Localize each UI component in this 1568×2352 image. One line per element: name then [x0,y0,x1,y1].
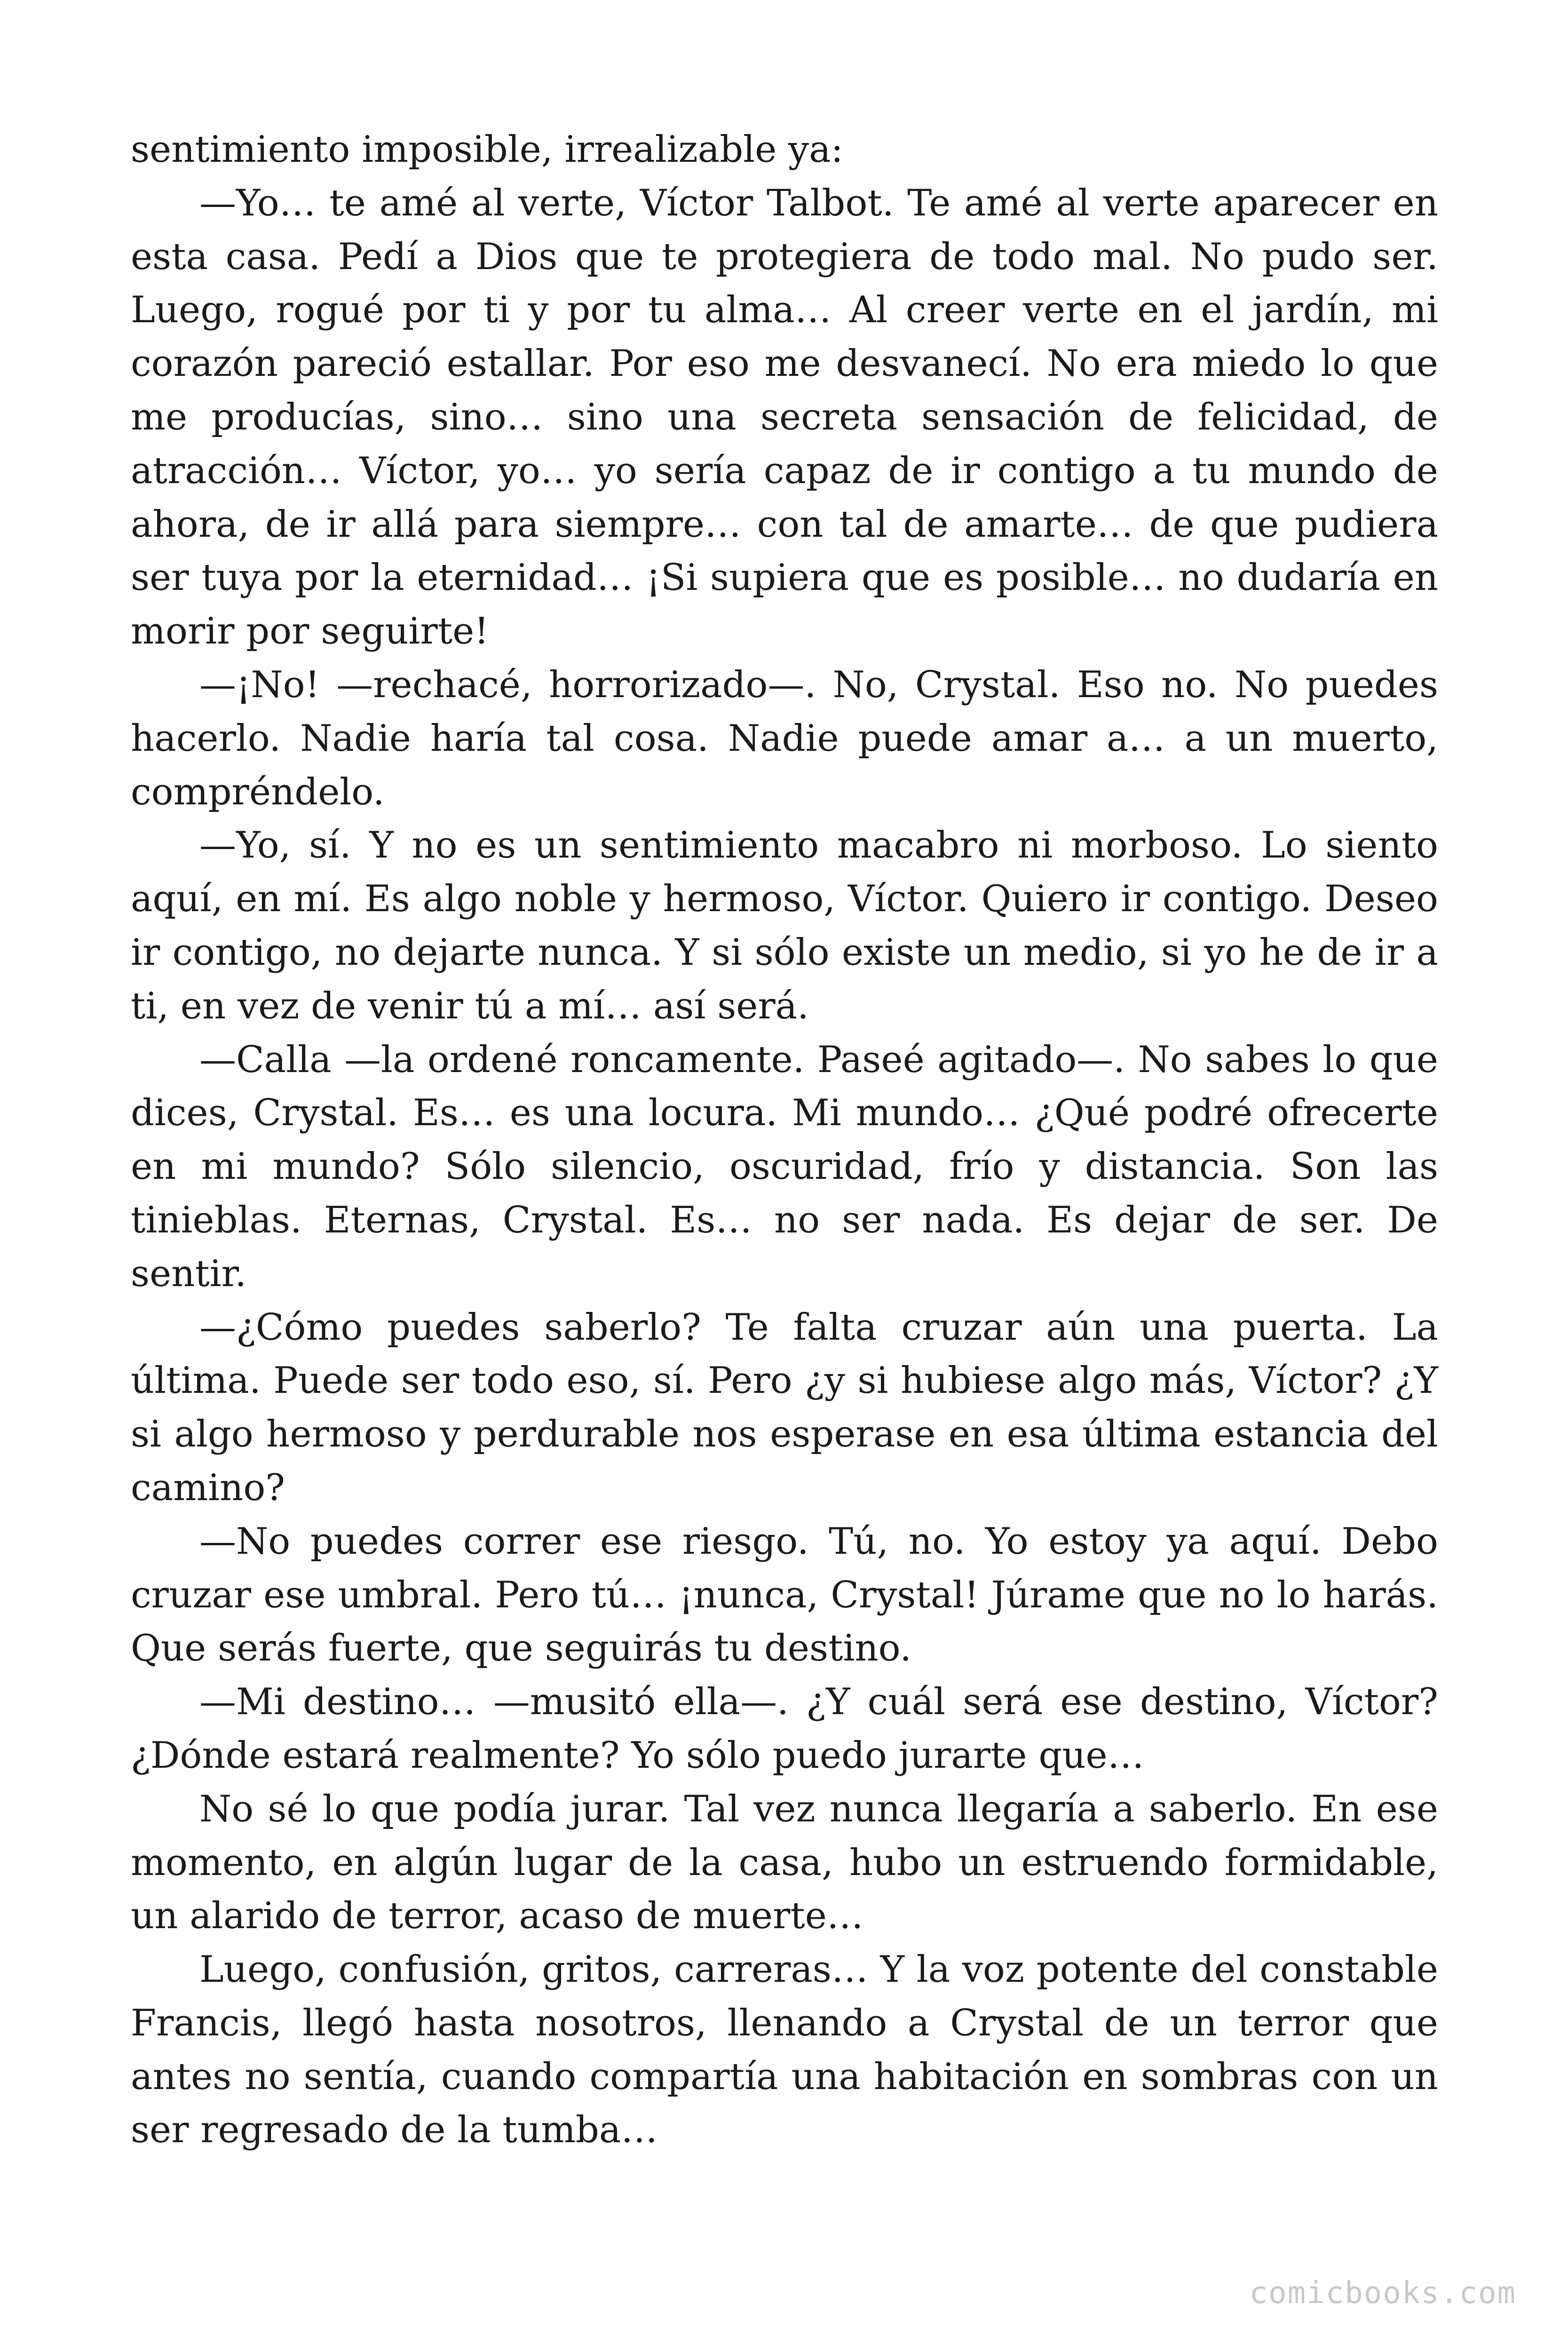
paragraph: No sé lo que podía jurar. Tal vez nunca llegaría a saberlo. En ese momento, en algún lugar de la casa, hubo un estruendo formidable, un alarido de terror, acaso de muerte… [131,1788,1438,1938]
watermark: comicbooks.com [1249,2276,1516,2311]
paragraph: —¡No! —rechacé, horrorizado—. No, Crystal. Eso no. No puedes hacerlo. Nadie haría tal cosa. Nadie puede amar a… a un muerto, compréndelo. [131,663,1438,813]
paragraph: Luego, confusión, gritos, carreras… Y la voz potente del constable Francis, llegó hasta nosotros, llenando a Crystal de un terror que antes no sentía, cuando compartía una habitación en sombras con un ser regresado de la tumba… [131,1948,1438,2152]
paragraph: —Mi destino… —musitó ella—. ¿Y cuál será ese destino, Víctor? ¿Dónde estará realmente? Yo sólo puedo jurarte que… [131,1681,1438,1777]
body-text [131,123,1438,2157]
paragraph: —No puedes correr ese riesgo. Tú, no. Yo estoy ya aquí. Debo cruzar ese umbral. Pero tú… ¡nunca, Crystal! Júrame que no lo harás. Que serás fuerte, que seguirás tu destino. [131,1520,1438,1670]
paragraph: —Yo… te amé al verte, Víctor Talbot. Te amé al verte aparecer en esta casa. Pedí a Dios que te protegiera de todo mal. No pudo ser. Luego, rogué por ti y por tu alma… Al creer verte en el jardín, mi corazón pareció estallar. Por eso me desvanecí. No era miedo lo que me producías, sino… sino una secreta sensación de felicidad, de atracción… Víctor, yo… yo sería capaz de ir contigo a tu mundo de ahora, de ir allá para siempre… con tal de amarte… de que pudiera ser tuya por la eternidad… ¡Si supiera que es posible… no dudaría en morir por seguirte! [131,182,1438,653]
paragraph-continuation: sentimiento imposible, irrealizable ya: [131,128,843,171]
paragraph: —¿Cómo puedes saberlo? Te falta cruzar aún una puerta. La última. Puede ser todo eso, sí. Pero ¿y si hubiese algo más, Víctor? ¿Y si algo hermoso y perdurable nos esperase en esa última estancia del camino? [131,1306,1438,1509]
paragraph: —Yo, sí. Y no es un sentimiento macabro ni morboso. Lo siento aquí, en mí. Es algo noble y hermoso, Víctor. Quiero ir contigo. Deseo ir contigo, no dejarte nunca. Y si sólo existe un medio, si yo he de ir a ti, en vez de venir tú a mí… así será. [131,824,1438,1027]
paragraph: —Calla —la ordené roncamente. Paseé agitado—. No sabes lo que dices, Crystal. Es… es una locura. Mi mundo… ¿Qué podré ofrecerte en mi mundo? Sólo silencio, oscuridad, frío y distancia. Son las tinieblas. Eternas, Crystal. Es… no ser nada. Es dejar de ser. De sentir. [131,1038,1438,1295]
